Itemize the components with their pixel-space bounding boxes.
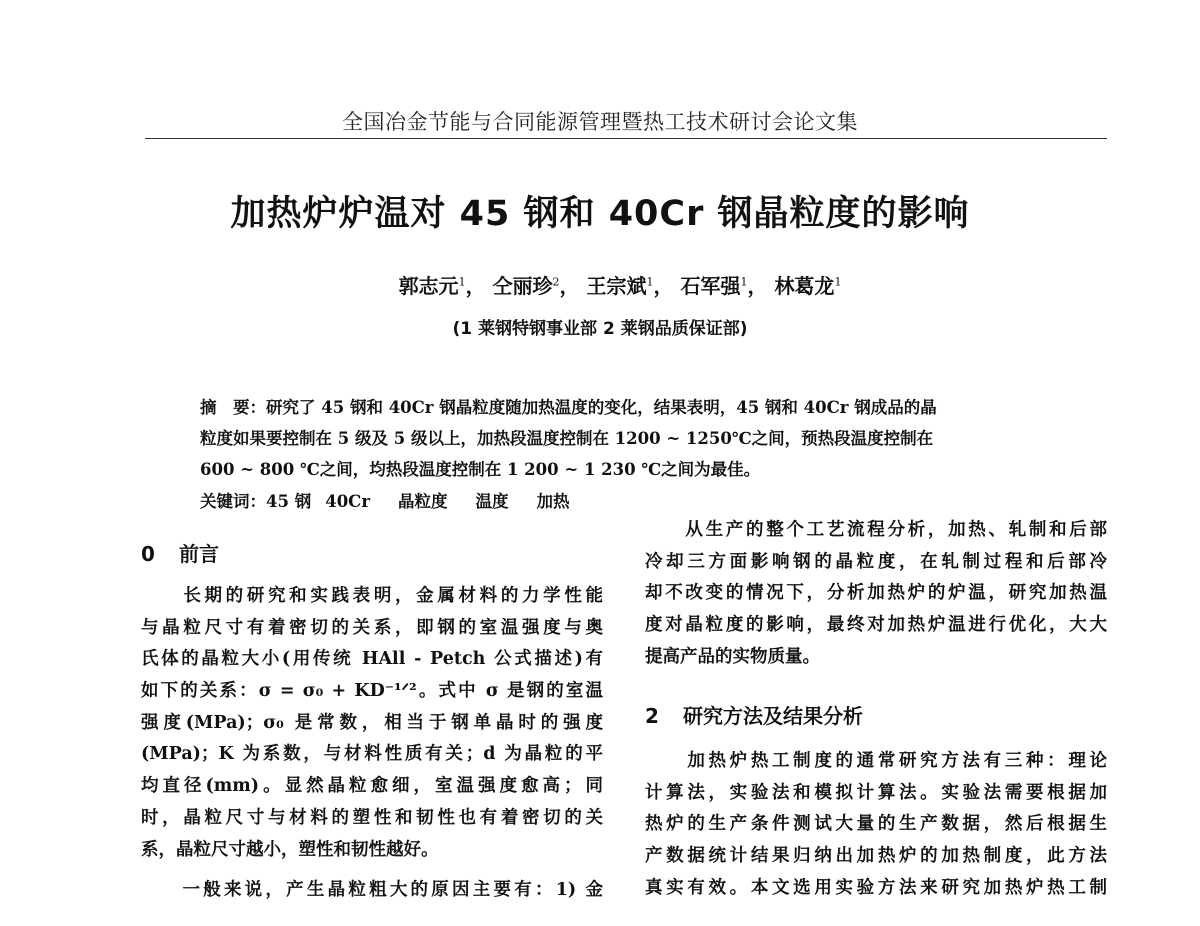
abstract-label: 摘 要：	[200, 398, 266, 417]
text-line: 如下的关系：σ = σ₀ + KD⁻¹ᐟ²。式中 σ 是钢的室温	[141, 681, 603, 702]
text-line: 从生产的整个工艺流程分析，加热、轧制和后部	[645, 520, 1107, 540]
abstract-line: 粒度如果要控制在 5 级及 5 级以上，加热段温度控制在 1200 ~ 1250℃之间，预热段温度控制在	[200, 429, 934, 448]
author: 仝丽珍$^2$，	[492, 274, 580, 298]
text-line: 提高产品的实物质量。	[645, 646, 820, 667]
running-header: 全国冶金节能与合同能源管理暨热工技术研讨会论文集	[342, 110, 858, 134]
keyword: 45 钢	[266, 492, 312, 511]
author: 石军强$^1$，	[680, 274, 768, 298]
text-line: 氏体的晶粒大小(用传统 HAll - Petch 公式描述)有	[141, 649, 603, 670]
section-heading-2: 2 研究方法及结果分析	[645, 704, 863, 728]
text-line: 均直径(mm)。显然晶粒愈细，室温强度愈高；同	[141, 776, 603, 797]
affiliation: (1 莱钢特钢事业部 2 莱钢品质保证部)	[452, 319, 748, 339]
author: 郭志元$^1$，	[398, 274, 486, 298]
text-line: 与晶粒尺寸有着密切的关系，即钢的室温强度与奥	[141, 617, 603, 638]
paper-title: 加热炉炉温对 45 钢和 40Cr 钢晶粒度的影响	[230, 194, 970, 234]
keyword: 温度	[475, 492, 509, 511]
text-line: 强度(MPa)；σ₀ 是常数，相当于钢单晶时的强度	[141, 712, 603, 733]
text-line: 时，晶粒尺寸与材料的塑性和韧性也有着密切的关	[141, 807, 603, 828]
text-line: 加热炉热工制度的通常研究方法有三种：理论	[645, 751, 1107, 771]
section-0-paragraph-1	[141, 581, 603, 866]
text-line: 真实有效。本文选用实验方法来研究加热炉热工制	[645, 877, 1107, 898]
author: 林葛龙$^1$	[774, 274, 842, 298]
keyword: 晶粒度	[398, 492, 448, 511]
section-heading-0: 0 前言	[141, 542, 219, 566]
text-line: 长期的研究和实践表明，金属材料的力学性能	[141, 586, 603, 606]
text-line: 计算法，实验法和模拟计算法。实验法需要根据加	[645, 782, 1107, 803]
text-line: 产数据统计结果归纳出加热炉的加热制度，此方法	[645, 846, 1107, 867]
keyword: 40Cr	[325, 492, 371, 511]
keywords	[200, 488, 570, 512]
header-divider	[145, 138, 1107, 139]
abstract	[200, 392, 1045, 485]
text-line: 冷却三方面影响钢的晶粒度，在轧制过程和后部冷	[645, 551, 1107, 572]
section-2-paragraph-1	[645, 746, 1107, 904]
author: 王宗斌$^1$，	[586, 274, 674, 298]
keyword: 加热	[536, 492, 570, 511]
author-list	[0, 270, 1200, 299]
text-line: 热炉的生产条件测试大量的生产数据，然后根据生	[645, 814, 1107, 835]
text-line: 却不改变的情况下，分析加热炉的炉温，研究加热温	[645, 583, 1107, 604]
text-line: 一般来说，产生晶粒粗大的原因主要有：1) 金	[141, 880, 603, 900]
text-line: 系，晶粒尺寸越小，塑性和韧性越好。	[141, 839, 439, 860]
text-line: (MPa)；K 为系数，与材料性质有关；d 为晶粒的平	[141, 744, 603, 765]
right-intro-paragraph	[645, 515, 1107, 673]
text-line: 度对晶粒度的影响，最终对加热炉温进行优化，大大	[645, 615, 1107, 636]
keywords-label: 关键词：	[200, 492, 266, 511]
abstract-line: 摘 要：研究了 45 钢和 40Cr 钢晶粒度随加热温度的变化，结果表明，45 钢和 40Cr 钢成品的晶	[200, 398, 937, 417]
section-0-paragraph-2	[141, 875, 603, 907]
abstract-line: 600 ~ 800 ℃之间，均热段温度控制在 1 200 ~ 1 230 ℃之间为最佳。	[200, 460, 761, 479]
